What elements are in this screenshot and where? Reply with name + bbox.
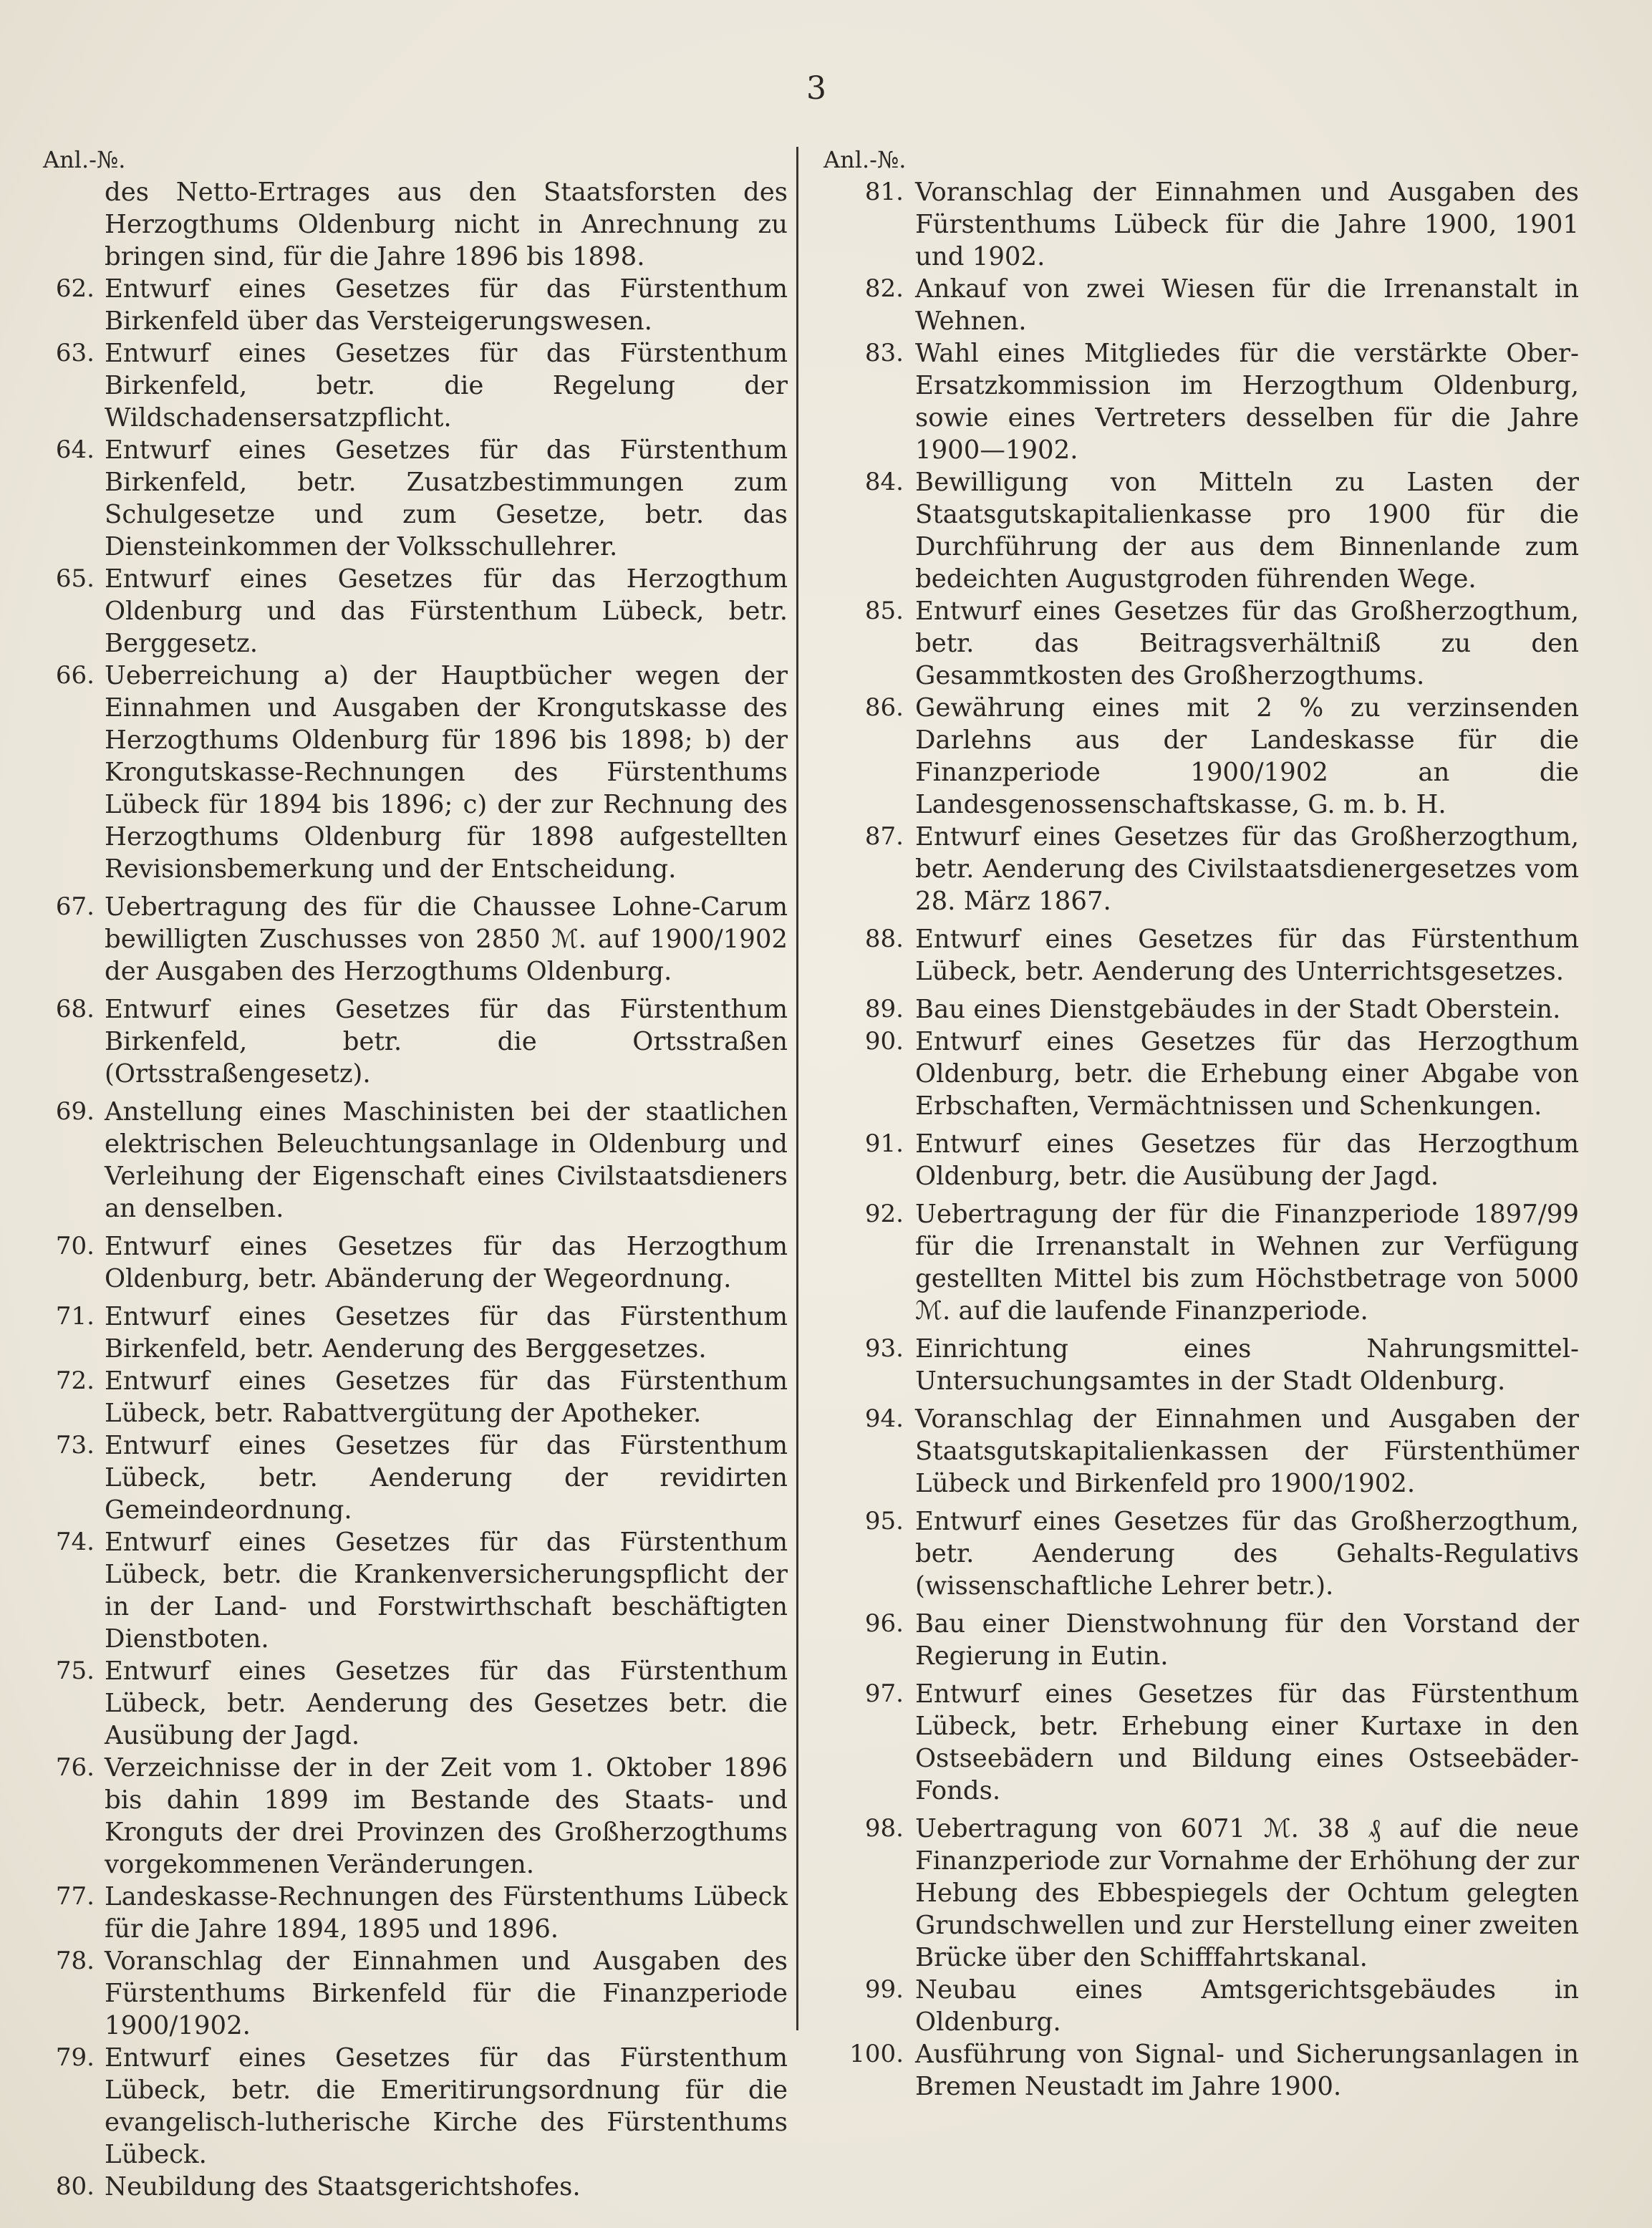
entry-text: Wahl eines Mitgliedes für die verstärkte Ober-Ersatzkommission im Herzogthum Oldenburg, sowie eines Vertreters desselben für die Jahre 1900—1902. [915,339,1579,465]
entry-number: 89. [864,995,904,1023]
entry-number: 99. [864,1975,904,2004]
entry-text: Entwurf eines Gesetzes für das Herzogthum Oldenburg und das Fürstenthum Lübeck, betr. Berggesetz. [105,564,788,658]
list-item [823,466,1579,595]
right-entry-list [823,176,1579,2103]
list-item [823,1026,1579,1122]
entry-text: Ueberreichung a) der Hauptbücher wegen der Einnahmen und Ausgaben der Krongutskasse des Herzogthums Oldenburg für 1896 bis 1898; b) der Krongutskasse-Rechnungen des Fürstenthums Lübeck für 1894 bis 1896; c) der zur Rechnung des Herzogthums Oldenburg für 1898 aufgestellten Revisionsbemerkung und der Entscheidung. [105,661,788,884]
entry-number: 66. [55,661,95,690]
list-item [43,1526,788,1655]
list-item [43,563,788,660]
entry-number: 74. [55,1528,95,1556]
entry-number: 75. [55,1656,95,1685]
list-item [823,1505,1579,1602]
left-column-header: Anl.-№. [43,146,126,173]
list-item [43,1429,788,1526]
left-entry-list [43,176,788,2203]
entry-number: 96. [864,1609,904,1638]
entry-number: 68. [55,995,95,1023]
entry-text: Einrichtung eines Nahrungsmittel-Untersuchungsamtes in der Stadt Oldenburg. [915,1334,1579,1396]
entry-text: Entwurf eines Gesetzes für das Großherzogthum, betr. Aenderung des Gehalts-Regulativs (wissenschaftliche Lehrer betr.). [915,1507,1579,1601]
entry-number: 78. [55,1947,95,1975]
entry-text: Uebertragung von 6071 ℳ. 38 ₰ auf die neue Finanzperiode zur Vornahme der Erhöhung der zur Hebung des Ebbespiegels der Ochtum gelegten Grundschwellen und zur Herstellung einer zweiten Brücke über den Schifffahrtskanal. [915,1814,1579,1972]
entry-number: 83. [864,339,904,367]
entry-text: Voranschlag der Einnahmen und Ausgaben der Staatsgutskapitalienkassen der Fürstenthümer Lübeck und Birkenfeld pro 1900/1902. [915,1404,1579,1498]
entry-text: Entwurf eines Gesetzes für das Fürstenthum Birkenfeld, betr. die Ortsstraßen (Ortsstraßengesetz). [105,995,788,1089]
entry-text: Neubildung des Staatsgerichtshofes. [105,2172,581,2202]
entry-text: Entwurf eines Gesetzes für das Fürstenthum Birkenfeld über das Versteigerungswesen. [105,274,788,336]
entry-number: 91. [864,1129,904,1158]
entry-number: 93. [864,1334,904,1363]
entry-text: Entwurf eines Gesetzes für das Fürstenthum Lübeck, betr. Aenderung des Unterrichtsgesetzes. [915,925,1579,986]
right-column-header: Anl.-№. [823,146,907,173]
entry-number: 65. [55,564,95,593]
entry-number: 81. [864,178,904,206]
entry-number: 67. [55,892,95,921]
list-item [43,434,788,563]
entry-number: 70. [55,1232,95,1260]
entry-text: Entwurf eines Gesetzes für das Fürstenthum Lübeck, betr. Erhebung einer Kurtaxe in den Ostseebädern und Bildung eines Ostseebäder-Fonds. [915,1679,1579,1805]
list-item [823,1198,1579,1327]
list-item [43,1301,788,1365]
entry-text: Entwurf eines Gesetzes für das Fürstenthum Birkenfeld, betr. Aenderung des Berggesetzes. [105,1302,788,1364]
entry-number: 72. [55,1366,95,1395]
entry-text: Voranschlag der Einnahmen und Ausgaben des Fürstenthums Lübeck für die Jahre 1900, 1901 und 1902. [915,178,1579,271]
list-item [43,1096,788,1225]
entry-text: Entwurf eines Gesetzes für das Fürstenthum Lübeck, betr. die Emeritirungsordnung für die evangelisch-lutherische Kirche des Fürstenthums Lübeck. [105,2043,788,2169]
list-item [43,273,788,337]
entry-number: 100. [849,2040,904,2068]
list-item [43,2171,788,2203]
list-item [43,660,788,885]
entry-text: Entwurf eines Gesetzes für das Fürstenthum Lübeck, betr. Aenderung des Gesetzes betr. die Ausübung der Jagd. [105,1656,788,1750]
entry-text: Entwurf eines Gesetzes für das Fürstenthum Lübeck, betr. die Krankenversicherungspflicht der in der Land- und Forstwirthschaft beschäftigten Dienstboten. [105,1528,788,1654]
entry-number: 69. [55,1097,95,1126]
entry-number: 84. [864,468,904,496]
list-item [823,692,1579,821]
list-item [823,273,1579,337]
list-item [43,2042,788,2171]
entry-text: Uebertragung der für die Finanzperiode 1897/99 für die Irrenanstalt in Wehnen zur Verfügung gestellten Mittel bis zum Höchstbetrage von 5000 ℳ. auf die laufende Finanzperiode. [915,1200,1579,1326]
list-item [823,993,1579,1026]
entry-text: Anstellung eines Maschinisten bei der staatlichen elektrischen Beleuchtungsanlage in Oldenburg und Verleihung der Eigenschaft eines Civilstaatsdieners an denselben. [105,1097,788,1223]
list-item [43,1881,788,1945]
list-item [43,1365,788,1429]
entry-text: Gewährung eines mit 2 % zu verzinsenden Darlehns aus der Landeskasse für die Finanzperiode 1900/1902 an die Landesgenossenschaftskasse, G. m. b. H. [915,693,1579,819]
list-item-continuation [43,176,788,273]
list-item [823,337,1579,466]
entry-text: Bau eines Dienstgebäudes in der Stadt Oberstein. [915,995,1561,1024]
list-item [823,595,1579,692]
entry-number: 92. [864,1200,904,1228]
entry-text: Verzeichnisse der in der Zeit vom 1. Oktober 1896 bis dahin 1899 im Bestande des Staats- und Kronguts der drei Provinzen des Großherzogthums vorgekommenen Veränderungen. [105,1753,788,1879]
list-item [823,2038,1579,2103]
list-item [43,1945,788,2042]
entry-number: 95. [864,1507,904,1535]
entry-text: Uebertragung des für die Chaussee Lohne-Carum bewilligten Zuschusses von 2850 ℳ. auf 1900/1902 der Ausgaben des Herzogthums Oldenburg. [105,892,788,986]
right-column [823,143,1579,2103]
entry-number: 97. [864,1679,904,1708]
entry-number: 73. [55,1431,95,1460]
left-column [43,143,788,2203]
list-item [43,1655,788,1752]
list-item [823,821,1579,917]
entry-number: 63. [55,339,95,367]
list-item [823,1333,1579,1397]
entry-number: 94. [864,1404,904,1433]
entry-number: 87. [864,822,904,851]
entry-text: des Netto-Ertrages aus den Staatsforsten des Herzogthums Oldenburg nicht in Anrechnung zu bringen sind, für die Jahre 1896 bis 1898. [105,178,788,271]
entry-text: Entwurf eines Gesetzes für das Großherzogthum, betr. das Beitragsverhältniß zu den Gesammtkosten des Großherzogthums. [915,597,1579,690]
entry-text: Landeskasse-Rechnungen des Fürstenthums Lübeck für die Jahre 1894, 1895 und 1896. [105,1882,788,1944]
column-divider [796,147,798,2030]
entry-text: Entwurf eines Gesetzes für das Herzogthum Oldenburg, betr. Abänderung der Wegeordnung. [105,1232,788,1293]
list-item [43,891,788,988]
entry-text: Entwurf eines Gesetzes für das Herzogthum Oldenburg, betr. die Ausübung der Jagd. [915,1129,1579,1191]
page-number: 3 [806,70,826,107]
entry-text: Entwurf eines Gesetzes für das Fürstenthum Birkenfeld, betr. die Regelung der Wildschadensersatzpflicht. [105,339,788,433]
entry-text: Bau einer Dienstwohnung für den Vorstand der Regierung in Eutin. [915,1609,1579,1671]
entry-text: Entwurf eines Gesetzes für das Fürstenthum Lübeck, betr. Aenderung der revidirten Gemeindeordnung. [105,1431,788,1525]
list-item [823,1678,1579,1807]
entry-number: 64. [55,435,95,464]
list-item [823,176,1579,273]
entry-text: Entwurf eines Gesetzes für das Großherzogthum, betr. Aenderung des Civilstaatsdienergesetzes vom 28. März 1867. [915,822,1579,916]
entry-text: Bewilligung von Mitteln zu Lasten der Staatsgutskapitalienkasse pro 1900 für die Durchführung der aus dem Binnenlande zum bedeichten Augustgroden führenden Wege. [915,468,1579,594]
list-item [43,993,788,1090]
entry-text: Ankauf von zwei Wiesen für die Irrenanstalt in Wehnen. [915,274,1579,336]
entry-number: 80. [55,2172,95,2201]
entry-number: 85. [864,597,904,625]
entry-text: Neubau eines Amtsgerichtsgebäudes in Oldenburg. [915,1975,1579,2037]
list-item [823,1813,1579,1974]
entry-text: Voranschlag der Einnahmen und Ausgaben des Fürstenthums Birkenfeld für die Finanzperiode 1900/1902. [105,1947,788,2040]
list-item [823,1974,1579,2038]
entry-number: 98. [864,1814,904,1843]
list-item [823,1608,1579,1672]
entry-number: 71. [55,1302,95,1331]
list-item [43,1230,788,1295]
list-item [823,1128,1579,1192]
entry-number: 82. [864,274,904,303]
entry-number: 79. [55,2043,95,2072]
entry-text: Entwurf eines Gesetzes für das Herzogthum Oldenburg, betr. die Erhebung einer Abgabe von Erbschaften, Vermächtnissen und Schenkungen. [915,1027,1579,1121]
entry-number: 77. [55,1882,95,1911]
entry-number: 90. [864,1027,904,1056]
entry-text: Entwurf eines Gesetzes für das Fürstenthum Birkenfeld, betr. Zusatzbestimmungen zum Schulgesetze und zum Gesetze, betr. das Diensteinkommen der Volksschullehrer. [105,435,788,561]
entry-number: 76. [55,1753,95,1782]
list-item [823,1403,1579,1500]
entry-number: 88. [864,925,904,953]
entry-number: 62. [55,274,95,303]
list-item [43,1752,788,1881]
entry-text: Ausführung von Signal- und Sicherungsanlagen in Bremen Neustadt im Jahre 1900. [915,2040,1579,2101]
list-item [823,923,1579,988]
entry-text: Entwurf eines Gesetzes für das Fürstenthum Lübeck, betr. Rabattvergütung der Apotheker. [105,1366,788,1428]
list-item [43,337,788,434]
entry-number: 86. [864,693,904,722]
